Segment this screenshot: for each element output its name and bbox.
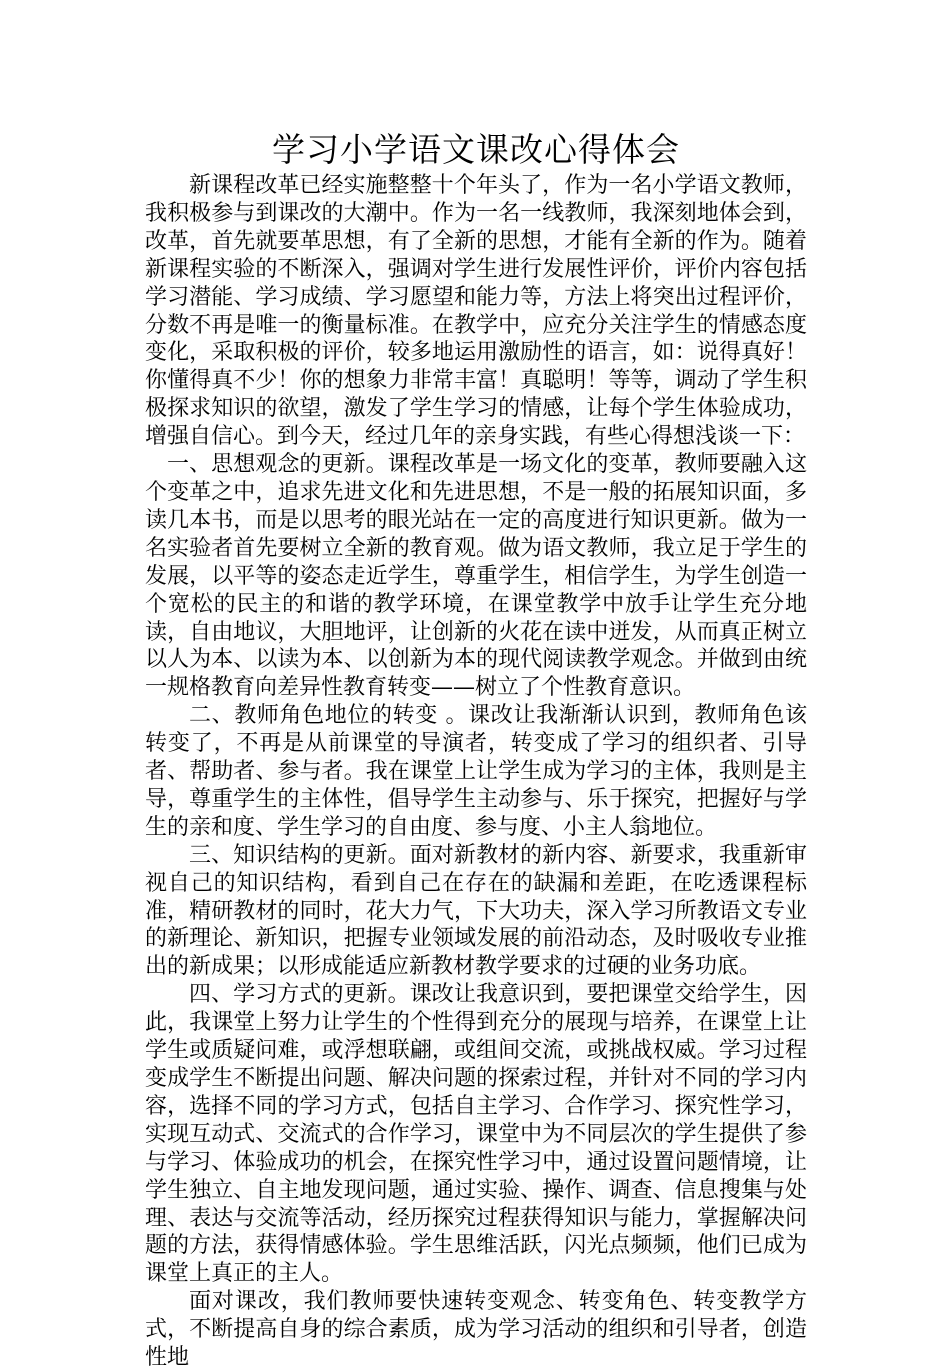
document-title: 学习小学语文课改心得体会 (272, 130, 680, 169)
paragraph-section-3: 三、知识结构的更新。面对新教材的新内容、新要求，我重新审视自己的知识结构，看到自己在存在的缺漏和差距，在吃透课程标准，精研教材的同时，花大力气，下大功夫，深入学习所教语文专业的新理论、新知识，把握专业领域发展的前沿动态，及时吸收专业推出的新成果；以形成能适应新教材教学要求的过硬的业务功底。 (145, 842, 807, 980)
paragraph-intro: 新课程改革已经实施整整十个年头了，作为一名小学语文教师，我积极参与到课改的大潮中。作为一名一线教师，我深刻地体会到，改革，首先就要革思想，有了全新的思想，才能有全新的作为。随着新课程实验的不断深入，强调对学生进行发展性评价，评价内容包括学习潜能、学习成绩、学习愿望和能力等，方法上将突出过程评价，分数不再是唯一的衡量标准。在教学中，应充分关注学生的情感态度变化，采取积极的评价，较多地运用激励性的语言，如：说得真好！你懂得真不少！你的想象力非常丰富！真聪明！等等，调动了学生积极探求知识的欲望，激发了学生学习的情感，让每个学生体验成功，增强自信心。到今天，经过几年的亲身实践，有些心得想浅谈一下： (145, 173, 807, 450)
paragraph-section-2: 二、教师角色地位的转变 。课改让我渐渐认识到，教师角色该转变了，不再是从前课堂的导演者，转变成了学习的组织者、引导者、帮助者、参与者。我在课堂上让学生成为学习的主体，我则是主导，尊重学生的主体性，倡导学生主动参与、乐于探究，把握好与学生的亲和度、学生学习的自由度、参与度、小主人翁地位。 (145, 703, 807, 840)
paragraph-section-1: 一、思想观念的更新。课程改革是一场文化的变革，教师要融入这个变革之中，追求先进文化和先进思想，不是一般的拓展知识面，多读几本书，而是以思考的眼光站在一定的高度进行知识更新。做为一名实验者首先要树立全新的教育观。做为语文教师，我立足于学生的发展，以平等的姿态走近学生，尊重学生，相信学生，为学生创造一个宽松的民主的和谐的教学环境，在课堂教学中放手让学生充分地读，自由地议，大胆地评，让创新的火花在读中迸发，从而真正树立以人为本、以读为本、以创新为本的现代阅读教学观念。并做到由统一规格教育向差异性教育转变——树立了个性教育意识。 (145, 452, 807, 701)
document-page (145, 128, 807, 1372)
paragraph-section-4: 四、学习方式的更新。课改让我意识到，要把课堂交给学生，因此，我课堂上努力让学生的个性得到充分的展现与培养，在课堂上让学生或质疑问难，或浮想联翩，或组间交流，或挑战权威。学习过程变成学生不断提出问题、解决问题的探索过程，并针对不同的学习内容，选择不同的学习方式，包括自主学习、合作学习、探究性学习，实现互动式、交流式的合作学习，课堂中为不同层次的学生提供了参与学习、体验成功的机会，在探究性学习中，通过设置问题情境，让学生独立、自主地发现问题，通过实验、操作、调查、信息搜集与处理、表达与交流等活动，经历探究过程获得知识与能力，掌握解决问题的方法，获得情感体验。学生思维活跃，闪光点频频，他们已成为课堂上真正的主人。 (145, 982, 807, 1287)
paragraph-conclusion: 面对课改，我们教师要快速转变观念、转变角色、转变教学方式，不断提高自身的综合素质，成为学习活动的组织和引导者，创造性地 (145, 1289, 807, 1371)
